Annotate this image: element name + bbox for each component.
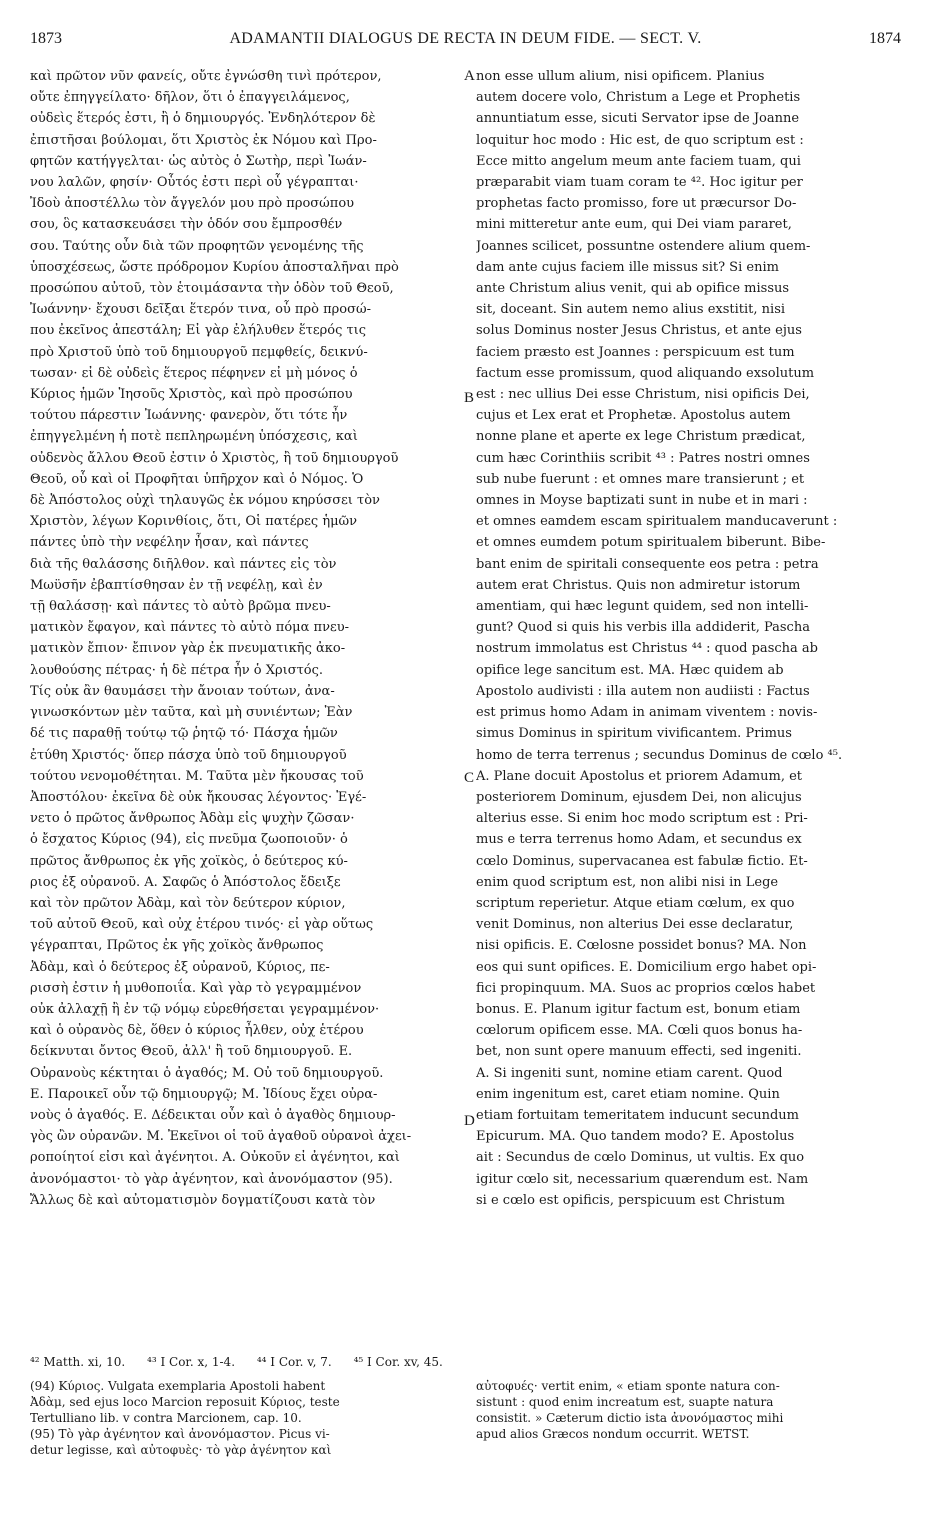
latin-text-line: sub nube fuerunt : et omnes mare transierunt ; et — [476, 471, 805, 487]
greek-text-line: ὑποσχέσεως, ὥστε πρόδρομον Κυρίου ἀποσταλῆναι πρὸ — [30, 259, 399, 275]
page-number-right: 1874 — [869, 30, 901, 47]
greek-text-line: οὐδεὶς ἕτερός ἐστι, ἢ ὁ δημιουργός. Ἐνδηλότερον δὲ — [30, 111, 376, 127]
greek-text-line: τούτου πάρεστιν Ἰωάννης· φανερὸν, ὅτι τότε ἦν — [30, 408, 348, 424]
greek-text-line: οὔτε ἐπηγγείλατο· δῆλον, ὅτι ὁ ἐπαγγειλάμενος, — [30, 90, 350, 106]
greek-text-line: Ἀδὰμ, καὶ ὁ δεύτερος ἐξ οὐρανοῦ, Κύριος, πε- — [30, 959, 330, 975]
greek-text-line: Ἀποστόλου· ἐκεῖνα δὲ οὐκ ἤκουσας λέγοντος· Ἐγέ- — [30, 789, 367, 805]
latin-text-line: opifice lege sancitum est. MA. Hæc quidem ab — [476, 662, 784, 678]
greek-text-line: σου, ὃς κατασκευάσει τὴν ὁδόν σου ἔμπροσθέν — [30, 217, 343, 233]
latin-text-line: factum esse promissum, quod aliquando exsolutum — [476, 365, 815, 381]
greek-text-line: λουθούσης πέτρας· ἡ δὲ πέτρα ἦν ὁ Χριστός. — [30, 662, 324, 678]
latin-text-line: et omnes eumdem potum spiritualem biberunt. Bibe- — [476, 535, 826, 551]
latin-text-line: fici propinquum. MA. Suos ac proprios cœlos habet — [476, 980, 816, 996]
latin-text-line: annuntiatum esse, sicuti Servator ipse de Joanne — [476, 111, 800, 127]
latin-text-line: loquitur hoc modo : Hic est, de quo scriptum est : — [476, 132, 804, 148]
running-title: ADAMANTII DIALOGUS DE RECTA IN DEUM FIDE. — SECT. V. — [229, 30, 702, 47]
latin-text-line: igitur cœlo sit, necessarium quærendum est. Nam — [476, 1171, 809, 1187]
latin-text-line: est : nec ullius Dei esse Christum, nisi opificis Dei, — [476, 387, 810, 403]
greek-text-line: διὰ τῆς θαλάσσης διῆλθον. καὶ πάντες εἰς τὸν — [30, 556, 337, 572]
page-number-left: 1873 — [30, 30, 62, 47]
scripture-ref: ⁴² Matth. xi, 10. — [30, 1355, 126, 1369]
footnote-line: αὐτοφυές· vertit enim, « etiam sponte natura con- — [476, 1379, 780, 1393]
greek-text-line: Ε. Παροικεῖ οὖν τῷ δημιουργῷ; Μ. Ἰδίους ἔχει οὐρα- — [30, 1086, 378, 1102]
greek-text-line: τούτου νενομοθέτηται. Μ. Ταῦτα μὲν ἤκουσας τοῦ — [30, 768, 364, 784]
greek-text-line: Κύριος ἡμῶν Ἰησοῦς Χριστὸς, καὶ πρὸ προσώπου — [30, 387, 353, 403]
latin-text-line: præparabit viam tuam coram te ⁴². Hoc igitur per — [476, 175, 803, 191]
latin-text-line: scriptum reperietur. Atque etiam cœlum, ex quo — [476, 895, 795, 911]
latin-text-line: bet, non sunt opere manuum effecti, sed ingeniti. — [476, 1044, 802, 1060]
footnotes-left — [30, 1378, 460, 1458]
latin-text-line: solus Dominus noster Jesus Christus, et ante ejus — [476, 323, 802, 339]
latin-text-line: Epicurum. MA. Quo tandem modo? E. Apostolus — [476, 1129, 795, 1145]
latin-text-line: ante Christum alius venit, qui ab opifice missus — [476, 281, 790, 297]
latin-text-line: bant enim de spiritali consequente eos petra : petra — [476, 556, 819, 572]
greek-text-line: δείκνυται ὄντος Θεοῦ, ἀλλ' ἢ τοῦ δημιουργοῦ. Ε. — [30, 1044, 353, 1060]
greek-text-line: ρισσὴ ἐστιν ἡ μυθοποιΐα. Καὶ γὰρ τὸ γεγραμμένον — [30, 980, 362, 996]
greek-text-line: γὸς ὢν οὐρανῶν. Μ. Ἐκεῖνοι οἱ τοῦ ἀγαθοῦ οὐρανοὶ ἀχει- — [30, 1129, 412, 1145]
greek-text-line: Θεοῦ, οὗ καὶ οἱ Προφῆται ὑπῆρχον καὶ ὁ Νόμος. Ὁ — [30, 471, 364, 487]
scripture-ref: ⁴³ I Cor. x, 1-4. — [147, 1355, 236, 1369]
greek-text-line: Μωϋσῆν ἐβαπτίσθησαν ἐν τῇ νεφέλῃ, καὶ ἐν — [30, 577, 323, 593]
page-header — [30, 30, 901, 54]
greek-text-line: προσώπου αὐτοῦ, τὸν ἑτοιμάσαντα τὴν ὁδὸν τοῦ Θεοῦ, — [30, 281, 394, 297]
footnote-line: (95) Τὸ γὰρ ἀγένητον καὶ ἀνονόμαστον. Picus vi- — [30, 1427, 330, 1441]
latin-text-line: venit Dominus, non alterius Dei esse declaratur, — [476, 917, 794, 933]
latin-text-line: non esse ullum alium, nisi opificem. Planius — [476, 69, 765, 84]
footnote-line: apud alios Græcos nondum occurrit. WETST. — [476, 1427, 750, 1441]
latin-text-line: Apostolo audivisti : illa autem non audiisti : Factus — [476, 683, 810, 699]
latin-text-line: faciem præsto est Joannes : perspicuum est tum — [476, 344, 795, 360]
greek-text-line: νου λαλῶν, φησίν· Οὗτός ἐστι περὶ οὗ γέγραπται· — [30, 175, 359, 191]
footnote-line: Tertulliano lib. v contra Marcionem, cap. 10. — [30, 1411, 302, 1425]
greek-text-line: ἐτύθη Χριστός· ὅπερ πάσχα ὑπὸ τοῦ δημιουργοῦ — [30, 747, 347, 763]
latin-text-line: bonus. E. Planum igitur factum est, bonum etiam — [476, 1001, 801, 1017]
latin-text-line: ait : Secundus de cœlo Dominus, ut vultis. Ex quo — [476, 1150, 805, 1166]
footnote-line: Ἀδὰμ, sed ejus loco Marcion reposuit Κύριος, teste — [30, 1395, 340, 1409]
latin-text-line: cœlorum opificem esse. MA. Cœli quos bonus ha- — [476, 1023, 803, 1039]
latin-text-line: alterius esse. Si enim hoc modo scriptum est : Pri- — [476, 811, 808, 827]
greek-text-line: φητῶν κατήγγελται· ὡς αὐτὸς ὁ Σωτὴρ, περὶ Ἰωάν- — [30, 153, 367, 169]
latin-text-line: nisi opificis. E. Cœlosne possidet bonus? MA. Non — [476, 938, 807, 954]
latin-column — [476, 66, 894, 1211]
latin-text-line: cum hæc Corinthiis scribit ⁴³ : Patres nostri omnes — [476, 450, 810, 466]
greek-text-line: ροποίητοί εἰσι καὶ ἀγένητοι. Α. Οὐκοῦν εἰ ἀγένητοι, καὶ — [30, 1150, 400, 1166]
greek-text-line: ριος ἐξ οὐρανοῦ. Α. Σαφῶς ὁ Ἀπόστολος ἔδειξε — [30, 874, 341, 890]
greek-text-line: Χριστὸν, λέγων Κορινθίοις, ὅτι, Οἱ πατέρες ἡμῶν — [30, 514, 358, 530]
latin-text-line: autem docere volo, Christum a Lege et Prophetis — [476, 90, 801, 106]
greek-text-line: ἀνονόμαστοι· τὸ γὰρ ἀγένητον, καὶ ἀνονόμαστον (95). — [30, 1171, 393, 1187]
greek-text-line: τωσαν· εἰ δὲ οὐδεὶς ἕτερος πέφηνεν εἰ μὴ μόνος ὁ — [30, 365, 358, 381]
latin-text-line: Ecce mitto angelum meum ante faciem tuam, qui — [476, 153, 801, 169]
margin-letter-a: A — [464, 68, 475, 84]
latin-text-line: omnes in Moyse baptizati sunt in nube et in mari : — [476, 493, 808, 509]
greek-text-line: οὐδενὸς ἄλλου Θεοῦ ἐστιν ὁ Χριστὸς, ἢ τοῦ δημιουργοῦ — [30, 450, 399, 466]
footnote-line: detur legisse, καὶ αὐτοφυὲς· τὸ γὰρ ἀγένητον καὶ — [30, 1443, 332, 1457]
greek-text-line: Ἄλλως δὲ καὶ αὐτοματισμὸν δογματίζουσι κατὰ τὸν — [30, 1192, 376, 1208]
greek-text-line: καὶ πρῶτον νῦν φανείς, οὔτε ἐγνώσθη τινὶ πρότερον, — [30, 69, 382, 84]
latin-text-line: posteriorem Dominum, ejusdem Dei, non alicujus — [476, 789, 802, 805]
latin-text-line: amentiam, qui hæc legunt quidem, sed non intelli- — [476, 599, 809, 615]
latin-text-line: si e cœlo est opificis, perspicuum est Christum — [476, 1192, 785, 1208]
margin-letter-d: D — [464, 1113, 475, 1129]
latin-text-line: nonne plane et aperte ex lege Christum prædicat, — [476, 429, 806, 445]
greek-text-line: γέγραπται, Πρῶτος ἐκ γῆς χοϊκὸς ἄνθρωπος — [30, 938, 324, 954]
greek-text-line: Ἰδοὺ ἀποστέλλω τὸν ἄγγελόν μου πρὸ προσώπου — [30, 196, 355, 212]
latin-text-line: Joannes scilicet, possuntne ostendere alium quem- — [476, 238, 811, 254]
scripture-ref: ⁴⁵ I Cor. xv, 45. — [353, 1355, 443, 1369]
latin-text-line: est primus homo Adam in animam viventem : novis- — [476, 705, 818, 721]
greek-text-line: καὶ τὸν πρῶτον Ἀδὰμ, καὶ τὸν δεύτερον κύριον, — [30, 895, 346, 911]
latin-text-line: A. Plane docuit Apostolus et priorem Adamum, et — [476, 768, 803, 784]
scripture-ref: ⁴⁴ I Cor. v, 7. — [256, 1355, 332, 1369]
latin-text-line: autem erat Christus. Quis non admiretur istorum — [476, 577, 801, 593]
greek-text-line: ἐπιστῆσαι βούλομαι, ὅτι Χριστὸς ἐκ Νόμου καὶ Προ- — [30, 132, 377, 148]
footnote-line: sistunt : quod enim increatum est, suapte natura — [476, 1395, 774, 1409]
latin-text-line: et omnes eamdem escam spiritualem manducaverunt : — [476, 514, 838, 530]
latin-text-line: mini mitteretur ante eum, qui Dei viam pararet, — [476, 217, 792, 233]
greek-text-line: γινωσκόντων μὲν ταῦτα, καὶ μὴ συνιέντων; Ἐὰν — [30, 705, 353, 721]
margin-letter-b: B — [464, 390, 475, 406]
latin-text-line: eos qui sunt opifices. E. Domicilium ergo habet opi- — [476, 959, 817, 975]
greek-text-line: ματικὸν ἔπιον· ἔπινον γὰρ ἐκ πνευματικῆς ἀκο- — [30, 641, 346, 657]
greek-text-line: οὐκ ἀλλαχῇ ἢ ἐν τῷ νόμῳ εὑρεθήσεται γεγραμμένον· — [30, 1001, 380, 1017]
latin-text-line: nostrum immolatus est Christus ⁴⁴ : quod pascha ab — [476, 641, 818, 657]
greek-text-line: ματικὸν ἔφαγον, καὶ πάντες τὸ αὐτὸ πόμα πνευ- — [30, 620, 350, 636]
latin-text-line: homo de terra terrenus ; secundus Dominus de cœlo ⁴⁵. — [476, 747, 843, 763]
latin-text-line: cœlo Dominus, supervacanea est fabulæ fictio. Et- — [476, 853, 808, 869]
latin-text-line: simus Dominus in spiritum vivificantem. Primus — [476, 726, 792, 742]
greek-text-line: Τίς οὐκ ἂν θαυμάσει τὴν ἄνοιαν τούτων, ἀνα- — [30, 683, 335, 699]
greek-text-line: πρῶτος ἄνθρωπος ἐκ γῆς χοϊκὸς, ὁ δεύτερος κύ- — [30, 853, 348, 869]
greek-text-line: που ἐκεῖνος ἀπεστάλη; Εἰ γὰρ ἐλήλυθεν ἕτερός τις — [30, 323, 367, 339]
greek-text-line: πρὸ Χριστοῦ ὑπὸ τοῦ δημιουργοῦ πεμφθείς, δεικνύ- — [30, 344, 368, 360]
greek-text-line: δὲ Ἀπόστολος οὐχὶ τηλαυγῶς ἐκ νόμου κηρύσσει τὸν — [30, 493, 380, 509]
greek-text-line: πάντες ὑπὸ τὴν νεφέλην ἦσαν, καὶ πάντες — [30, 535, 309, 551]
greek-text-line: νετο ὁ πρῶτος ἄνθρωπος Ἀδὰμ εἰς ψυχὴν ζῶσαν· — [30, 811, 355, 827]
margin-letter-c: C — [464, 770, 475, 786]
greek-text-line: ἐπηγγελμένη ἡ ποτὲ πεπληρωμένη ὑπόσχεσις, καὶ — [30, 429, 358, 445]
greek-text-line: καὶ ὁ οὐρανὸς δὲ, ὅθεν ὁ κύριος ἦλθεν, οὐχ ἑτέρου — [30, 1023, 364, 1039]
greek-text-line: ὁ ἔσχατος Κύριος (94), εἰς πνεῦμα ζωοποιοῦν· ὁ — [30, 832, 348, 848]
greek-column — [30, 66, 462, 1211]
footnote-line: consistit. » Cæterum dictio ista ἀνονόμαστος mihi — [476, 1411, 784, 1425]
latin-text-line: cujus et Lex erat et Prophetæ. Apostolus autem — [476, 408, 791, 424]
greek-text-line: τῇ θαλάσσῃ· καὶ πάντες τὸ αὐτὸ βρῶμα πνευ- — [30, 599, 331, 615]
latin-text-line: mus e terra terrenus homo Adam, et secundus ex — [476, 832, 802, 848]
latin-text-line: sit, doceant. Sin autem nemo alius exstitit, nisi — [476, 302, 786, 318]
greek-text-line: Οὐρανοὺς κέκτηται ὁ ἀγαθός; Μ. Οὐ τοῦ δημιουργοῦ. — [30, 1065, 384, 1081]
latin-text-line: enim quod scriptum est, non alibi nisi in Lege — [476, 874, 779, 890]
greek-text-line: νοὺς ὁ ἀγαθός. Ε. Δέδεικται οὖν καὶ ὁ ἀγαθὸς δημιουρ- — [30, 1107, 396, 1123]
greek-text-line: σου. Ταύτης οὖν διὰ τῶν προφητῶν γενομένης τῆς — [30, 238, 364, 254]
greek-text-line: Ἰωάννην· ἔχουσι δεῖξαι ἕτερόν τινα, οὗ πρὸ προσώ- — [30, 302, 371, 318]
footnote-line: (94) Κύριος. Vulgata exemplaria Apostoli habent — [30, 1379, 326, 1393]
scripture-references — [30, 1353, 896, 1371]
greek-text-line: τοῦ αὐτοῦ Θεοῦ, καὶ οὐχ ἑτέρου τινός· εἰ γὰρ οὕτως — [30, 917, 374, 933]
latin-text-line: etiam fortuitam temeritatem inducunt secundum — [476, 1107, 800, 1123]
latin-text-line: enim ingenitum est, caret etiam nomine. Quin — [476, 1086, 780, 1102]
latin-text-line: gunt? Quod si quis his verbis illa addiderit, Pascha — [476, 620, 810, 636]
greek-text-line: δέ τις παραθῇ τούτῳ τῷ ῥητῷ τό· Πάσχα ἡμῶν — [30, 726, 338, 742]
latin-text-line: prophetas facto promisso, fore ut præcursor Do- — [476, 196, 797, 212]
latin-text-line: A. Si ingeniti sunt, nomine etiam carent. Quod — [476, 1065, 783, 1081]
footnotes-right — [476, 1378, 896, 1442]
latin-text-line: dam ante cujus faciem ille missus sit? Si enim — [476, 259, 779, 275]
